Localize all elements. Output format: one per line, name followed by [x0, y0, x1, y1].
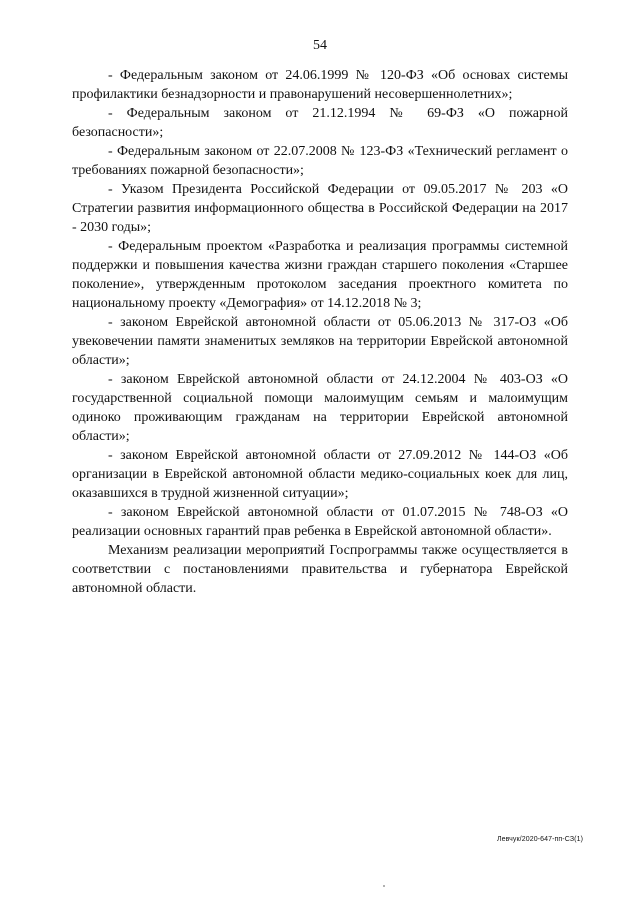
list-item-law-748-oz: - законом Еврейской автономной области от 01.07.2015 № 748-ОЗ «О реализации основных гарантий прав ребенка в Еврейской автономной области». [72, 505, 568, 539]
list-item-law-317-oz: - законом Еврейской автономной области от 05.06.2013 № 317-ОЗ «Об увековечении памяти знаменитых земляков на территории Еврейской автономной области»; [72, 315, 568, 368]
list-item-law-123-fz: - Федеральным законом от 22.07.2008 № 123-ФЗ «Технический регламент о требованиях пожарной безопасности»; [72, 144, 568, 178]
page-number: 54 [313, 38, 327, 53]
list-item-decree-203: - Указом Президента Российской Федерации от 09.05.2017 № 203 «О Стратегии развития информационного общества в Российской Федерации на 2017 - 2030 годы»; [72, 182, 568, 235]
list-item-law-403-oz: - законом Еврейской автономной области от 24.12.2004 № 403-ОЗ «О государственной социальной помощи малоимущим семьям и малоимущим одиноко проживающим гражданам на территории Еврейской автономной области»; [72, 372, 568, 444]
list-item-federal-project: - Федеральным проектом «Разработка и реализация программы системной поддержки и повышения качества жизни граждан старшего поколения «Старшее поколение», утвержденным протоколом заседания проектного комитета по национальному проекту «Демография» от 14.12.2018 № 3; [72, 239, 568, 311]
list-item-law-120-fz: - Федеральным законом от 24.06.1999 № 120-ФЗ «Об основах системы профилактики безнадзорности и правонарушений несовершеннолетних»; [72, 68, 568, 102]
mechanism-paragraph: Механизм реализации мероприятий Госпрограммы также осуществляется в соответствии с постановлениями правительства и губернатора Еврейской автономной области. [72, 543, 568, 596]
scan-dot [383, 885, 385, 887]
document-code: Левчук/2020-647-пп-СЗ(1) [496, 836, 583, 843]
list-item-law-144-oz: - законом Еврейской автономной области от 27.09.2012 № 144-ОЗ «Об организации в Еврейской автономной области медико-социальных коек для лиц, оказавшихся в трудной жизненной ситуации»; [72, 448, 568, 501]
document-body [72, 66, 568, 598]
list-item-law-69-fz: - Федеральным законом от 21.12.1994 № 69-ФЗ «О пожарной безопасности»; [72, 106, 568, 140]
